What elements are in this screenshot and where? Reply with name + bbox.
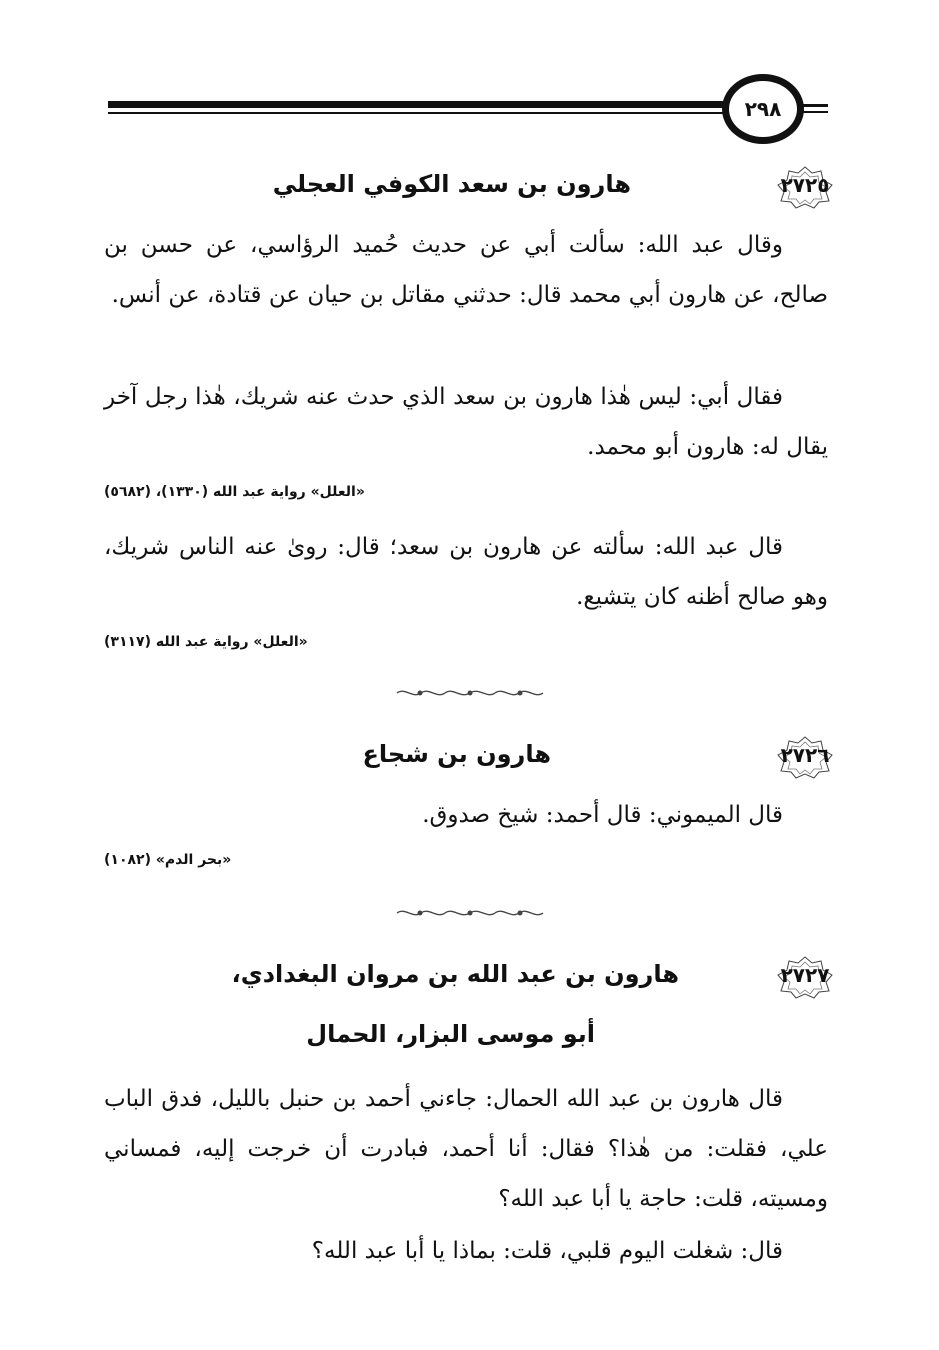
entry-number: ٢٧٢٥ (780, 173, 830, 197)
entry-title: هارون بن شجاع (362, 740, 551, 768)
page-number-ornament (722, 74, 804, 144)
entry-number-badge (774, 955, 836, 999)
header-rule (108, 101, 726, 121)
page-number: ٢٩٨ (744, 97, 782, 121)
paragraph-text: فقال أبي: ليس هٰذا هارون بن سعد الذي حدث عنه شريك، هٰذا رجل آخر يقال له: هارون أبو محمد. (104, 384, 828, 460)
entry-number: ٢٧٢٦ (780, 743, 830, 767)
paragraph (104, 220, 828, 320)
paragraph (104, 790, 828, 840)
paragraph-text: قال الميموني: قال أحمد: شيخ صدوق. (422, 802, 783, 828)
entry-text (104, 1074, 828, 1224)
header-rule-tail (800, 104, 828, 118)
source-reference: «بحر الدم» (١٠٨٢) (104, 852, 232, 868)
paragraph-text: قال: شغلت اليوم قلبي، قلت: بماذا يا أبا عبد الله؟ (311, 1238, 783, 1264)
entry-subtitle: أبو موسى البزار، الحمال (306, 1020, 595, 1048)
entry-text (104, 372, 828, 472)
entry-number-badge (774, 735, 836, 779)
source-reference: «العلل» رواية عبد الله (٣١١٧) (104, 634, 308, 650)
entry-text (104, 522, 828, 622)
source-reference: «العلل» رواية عبد الله (١٣٣٠)، (٥٦٨٢) (104, 484, 365, 500)
entry-text (104, 220, 828, 320)
paragraph (104, 522, 828, 622)
entry-text (104, 1226, 828, 1276)
entry-title: هارون بن سعد الكوفي العجلي (272, 170, 631, 198)
paragraph (104, 1074, 828, 1224)
paragraph (104, 1226, 828, 1276)
floral-separator-icon (395, 906, 545, 920)
floral-separator-icon (395, 686, 545, 700)
paragraph-text: قال هارون بن عبد الله الحمال: جاءني أحمد بن حنبل بالليل، فدق الباب علي، فقلت: من هٰذا؟ فقال: أنا أحمد، فبادرت أن خرجت إليه، فمساني ومسيته، قلت: حاجة يا أبا عبد الله؟ (104, 1086, 828, 1212)
paragraph-text: وقال عبد الله: سألت أبي عن حديث حُميد الرؤاسي، عن حسن بن صالح، عن هارون أبي محمد قال: حدثني مقاتل بن حيان عن قتادة، عن أنس. (104, 232, 828, 308)
entry-title: هارون بن عبد الله بن مروان البغدادي، (231, 960, 679, 988)
paragraph-text: قال عبد الله: سألته عن هارون بن سعد؛ قال: روىٰ عنه الناس شريك، وهو صالح أظنه كان يتشيع. (104, 534, 828, 610)
entry-number: ٢٧٢٧ (780, 963, 830, 987)
entry-number-badge (774, 165, 836, 209)
entry-text (104, 790, 828, 840)
paragraph (104, 372, 828, 472)
